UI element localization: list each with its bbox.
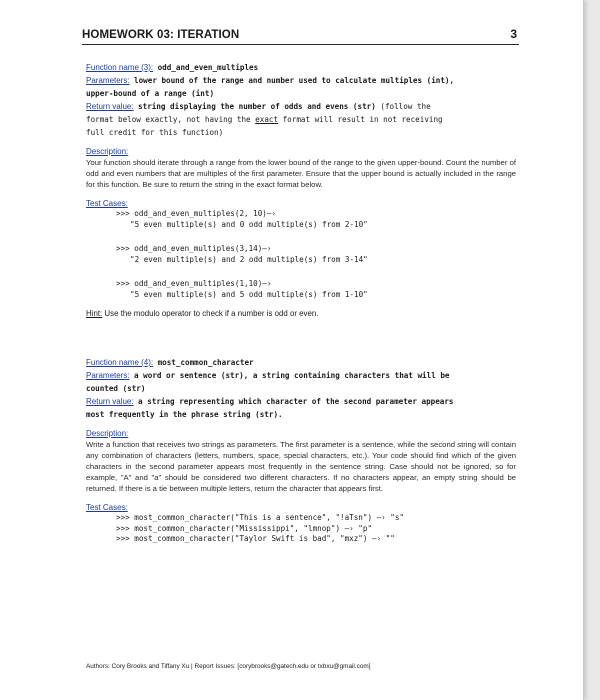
page-number: 3 — [510, 27, 517, 41]
test-case-call: >>> odd_and_even_multiples(3,14)—› — [116, 244, 272, 253]
function-3-description: Your function should iterate through a range from the lower bound of the range to the given upper-bound. Count the number of odd and even numbers that are multiples of the first parameter. Ensure that the upper bound is actually included in the range for this function. Be sure to return the string in the exact format below. — [86, 158, 516, 189]
test-case: >>> most_common_character("This is a sentence", "!aTsn") —› "s" — [116, 513, 405, 522]
function-3-return-note3: full credit for this function) — [86, 128, 224, 137]
function-3-name: odd_and_even_multiples — [157, 63, 259, 72]
function-3-test-cases — [116, 209, 516, 300]
page-footer: Authors: Cory Brooks and Tiffany Xu | Report Issues: [corybrooks@gatech.edu or txbxu@gmail.com] — [86, 663, 371, 670]
test-case: >>> most_common_character("Taylor Swift is bad", "mxz") —› "" — [116, 534, 395, 543]
function-4-name: most_common_character — [157, 358, 254, 367]
homework-title: HOMEWORK 03: ITERATION — [82, 29, 240, 41]
function-3-params-line1: lower bound of the range and number used to calculate multiples (int), — [134, 76, 455, 85]
function-4-return-line2: most frequently in the phrase string (str). — [86, 410, 283, 419]
test-case-call: >>> odd_and_even_multiples(2, 10)—› — [116, 209, 277, 218]
function-4-params-line1: a word or sentence (str), a string containing characters that will be — [134, 371, 450, 380]
test-case-call: >>> odd_and_even_multiples(1,10)—› — [116, 279, 272, 288]
function-4-name-label: Function name (4): — [86, 358, 154, 367]
function-3-section — [86, 60, 516, 319]
function-3-return-label: Return value: — [86, 102, 134, 111]
function-4-section — [86, 355, 516, 545]
test-case: >>> most_common_character("Mississippi", "lmnop") —› "p" — [116, 523, 373, 533]
function-4-description: Write a function that receives two strings as parameters. The first parameter is a sentence, while the second string will contain any combination of characters (letters, numbers, space, special characters, etc.). Your code should find which of the given characters in the second parameter appears most frequently in the sentence string. Case should not be ignored, so for example, "A" and "a" should be considered two different characters. If no characters appear, an empty string should be returned. If there is a tie between multiple letters, return the character that appears first. — [86, 440, 516, 493]
function-3-params-label: Parameters: — [86, 76, 130, 85]
function-3-return-note1: (follow the — [375, 102, 431, 111]
function-3-return-note2b: format will result in not receiving — [278, 115, 443, 124]
function-3-hint — [86, 308, 516, 319]
function-4-return-line1: a string representing which character of the second parameter appears — [138, 397, 454, 406]
function-4-params-label: Parameters: — [86, 371, 130, 380]
hint-text: Use the modulo operator to check if a number is odd or even. — [102, 309, 319, 318]
function-4-params-line2: counted (str) — [86, 384, 146, 393]
test-case-result: "5 even multiple(s) and 5 odd multiple(s) from 1-10" — [130, 289, 368, 299]
function-3-params-line2: upper-bound of a range (int) — [86, 89, 215, 98]
function-4-return-label: Return value: — [86, 397, 134, 406]
function-4-test-cases-label: Test Cases: — [86, 503, 128, 512]
function-3-name-label: Function name (3): — [86, 63, 154, 72]
function-3-description-label: Description: — [86, 147, 129, 156]
function-3-return-main: string displaying the number of odds and evens (str) — [138, 102, 376, 111]
page-header — [82, 22, 519, 45]
function-3-return-exact: exact — [255, 115, 279, 124]
function-4-test-cases — [116, 513, 516, 545]
test-case-result: "2 even multiple(s) and 2 odd multiple(s) from 3-14" — [130, 254, 368, 264]
page-content — [86, 60, 516, 545]
function-3-return-note2a: format below exactly, not having the — [86, 115, 256, 124]
test-case-result: "5 even multiple(s) and 0 odd multiple(s) from 2-10" — [130, 219, 368, 229]
function-3-test-cases-label: Test Cases: — [86, 199, 128, 208]
hint-label: Hint: — [86, 309, 103, 318]
function-4-description-label: Description: — [86, 429, 129, 438]
